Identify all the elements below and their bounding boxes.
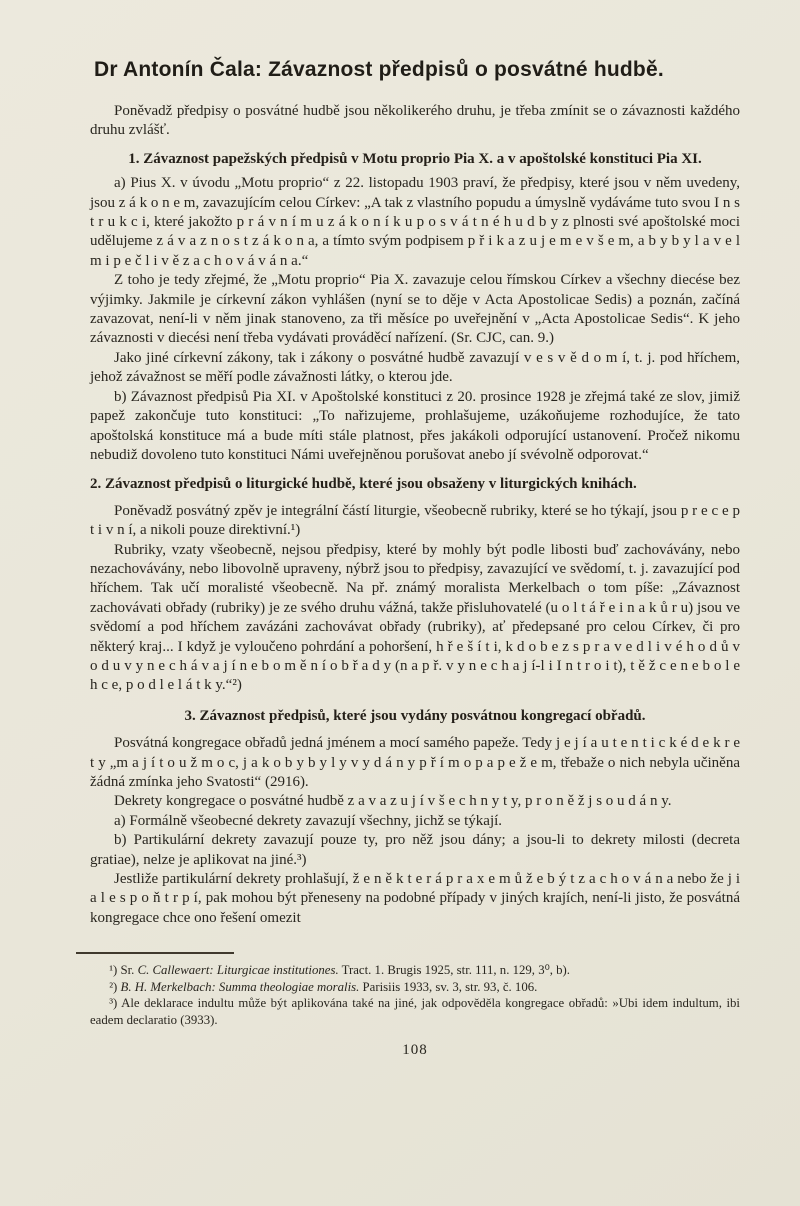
section-1-heading: 1. Závaznost papežských předpisů v Motu proprio Pia X. a v apoštolské konstituci Pia XI.	[128, 150, 702, 167]
footnote-2-reference: Parisiis 1933, sv. 3, str. 93, č. 106.	[359, 979, 538, 994]
section-2-paragraph-preceptive: Poněvadž posvátný zpěv je integrální částí liturgie, všeobecně rubriky, které se ho týkají, jsou p r e c e p t i v n í, a nikoli pouze direktivní.¹)	[90, 502, 740, 539]
article-title: Dr Antonín Čala: Závaznost předpisů o posvátné hudbě.	[94, 58, 664, 81]
footnote-3: ³) Ale deklarace indultu může být aplikována také na jiné, jak odpověděla kongregace obřadů: »Ubi idem indultum, ibi eadem declaratio (3933).	[90, 996, 740, 1028]
section-3-paragraph-b: b) Partikulární dekrety zavazují pouze ty, pro něž jsou dány; a jsou-li to dekrety milosti (decreta gratiae), nelze je aplikovat na jiné.³)	[90, 832, 740, 868]
section-3-heading: 3. Závaznost předpisů, které jsou vydány posvátnou kongregací obřadů.	[184, 707, 646, 724]
section-1-paragraph-conscience: Jako jiné církevní zákony, tak i zákony o posvátné hudbě zavazují v e s v ě d o m í, t. j. pod hříchem, jehož závažnost se měří podle závažnosti látky, o kterou jde.	[90, 349, 740, 386]
footnotes-block	[90, 962, 740, 1028]
section-1-paragraph-conclusion: Z toho je tedy zřejmé, že „Motu proprio“ Pia X. zavazuje celou římskou Církev a všechny diecése bez výjimky. Jakmile je církevní zákon vyhlášen (nyní se to děje v Acta Apostolicae Sedis) a poznán, začíná zavazovat, není-li v něm jinak stanoveno, za tři měsíce po uveřejnění v „Acta Apostolicae Sedis“. K jeho závaznosti v diecési není třeba vydávati prováděcí nařízení. (Sr. CJC, can. 9.)	[90, 272, 740, 347]
footnote-2-marker-text: ²)	[109, 979, 121, 994]
section-2-heading: 2. Závaznost předpisů o liturgické hudbě, které jsou obsaženy v liturgických knihách.	[90, 476, 637, 493]
section-2-paragraph-rubrics: Rubriky, vzaty všeobecně, nejsou předpisy, které by mohly být podle libosti buď zachovávány, nebo nezachovávány, nebo libovolně upraveny, nýbrž jsou to předpisy, zavazující ve svědomí, t. j. zavazující pod hříchem. Tak učí moralisté všeobecně. Na př. známý moralista Merkelbach o tom píše: „Závaznost zachovávati obřady (rubriky) je ze svého druhu vážná, takže přisluhovatelé (u o l t á ř e i n a k ů r u) jsou ve svědomí a pod hříchem zavázáni zachovávat obřady (rubriky), ať předepsané pro celou Církev, či pro některý kraj... I když je vyloučeno pohrdání a pohoršení, h ř e š í t i, k d o b e z s p r a v e d l i v é h o d ů v o d u v y n e c h á v a j í n e b o m ě n í o b ř a d y (n a p ř. v y n e c h a j í-l i I n t r o i t), t ě ž c e n e b o l e h c e, p o d l e l á t k y.“²)	[90, 541, 740, 694]
intro-paragraph: Poněvadž předpisy o posvátné hudbě jsou několikerého druhu, je třeba zmínit se o závaznosti každého druhu zvlášť.	[90, 103, 740, 139]
footnote-separator-rule	[76, 952, 234, 954]
section-3-paragraph-a: a) Formálně všeobecné dekrety zavazují všechny, jichž se týkají.	[114, 812, 503, 829]
section-3-paragraph-decrees: Dekrety kongregace o posvátné hudbě z a v a z u j í v š e c h n y t y, p r o n ě ž j s o u d á n y.	[114, 793, 672, 810]
footnote-2	[90, 979, 740, 996]
section-1-paragraph-a: a) Pius X. v úvodu „Motu proprio“ z 22. listopadu 1903 praví, že předpisy, které jsou v něm uvedeny, jsou z á k o n e m, zavazujícím celou Církev: „A tak z vlastního popudu a úmyslně vydáváme tuto svou I n s t r u k c i, které jakožto p r á v n í m u z á k o n í k u p o s v á t n é h u d b y z plnosti své apoštolské moci udělujeme z á v a z n o s t z á k o n a, a tímto svým podpisem p ř i k a z u j e m e v š e m, a b y b y l a v e l m i p e č l i v ě z a c h o v á v á n a.“	[90, 175, 740, 269]
footnote-1-reference: Tract. 1. Brugis 1925, str. 111, n. 129, 3⁰, b).	[338, 963, 570, 978]
footnote-1-citation: C. Callewaert: Liturgicae institutiones.	[137, 963, 339, 978]
section-1-paragraph-b: b) Závaznost předpisů Pia XI. v Apoštolské konstituci z 20. prosince 1928 je zřejmá také ze slov, jimiž papež zakončuje tuto konstituci: „To nařizujeme, prohlašujeme, uzákoňujeme rozhodujíce, že tato apoštolská konstituce má a bude míti stále platnost, přes jakákoli odporující ustanovení. Pročež nikomu nebudiž dovoleno tuto konstituci Námi uveřejněnou porušovat anebo jí svévolně odporovat.“	[90, 388, 740, 463]
footnote-2-citation: B. H. Merkelbach: Summa theologiae moralis.	[120, 979, 360, 994]
footnote-1-marker-text: ¹) Sr.	[109, 963, 138, 978]
footnote-1	[90, 962, 740, 979]
section-3-paragraph-particular: Jestliže partikulární dekrety prohlašují, ž e n ě k t e r á p r a x e m ů ž e b ý t z a c h o v á n a nebo že j i a l e s p o ň t r p í, pak mohou být přeneseny na podobné případy v jiných krajích, není-li jisto, že posvátná kongregace chce ono řešení omezit	[90, 871, 740, 926]
page-number: 108	[402, 1041, 428, 1058]
section-3-paragraph-congregation: Posvátná kongregace obřadů jedná jménem a mocí samého papeže. Tedy j e j í a u t e n t i c k é d e k r e t y „m a j í t o u ž m o c, j a k o b y b y l y v y d á n y p ř í m o p a p e ž e m, třebaže o nich nebyla učiněna žádná zmínka jeho Svatosti“ (2916).	[90, 735, 740, 790]
